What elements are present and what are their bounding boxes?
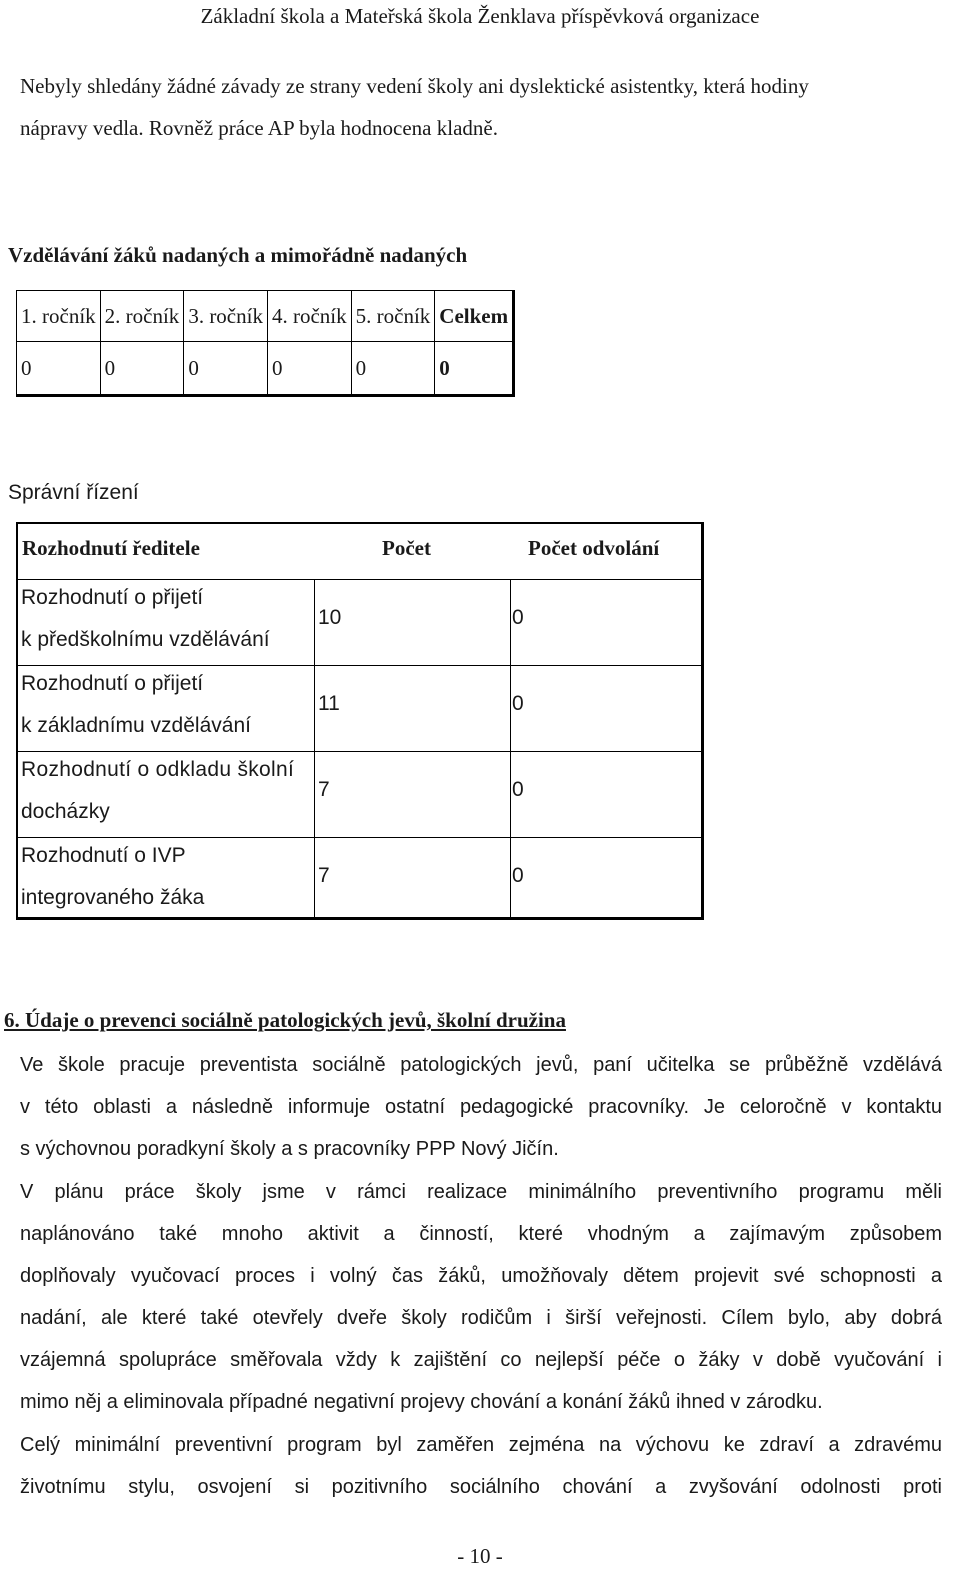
admin-row-label: Rozhodnutí o odkladu školní — [21, 758, 295, 781]
paragraph-line: v této oblasti a následně informuje ostatní pedagogické pracovníky. Je celoročně v kontaktu — [20, 1096, 942, 1118]
paragraph-line: naplánováno také mnoho aktivit a činností, které vhodným a zajímavým způsobem — [20, 1223, 942, 1245]
paragraph-line: vzájemná spolupráce směřovala vždy k zajištění co nejlepší péče o žáky v době vyučování i — [20, 1349, 942, 1371]
paragraph-line: V plánu práce školy jsme v rámci realizace minimálního preventivního programu měli — [20, 1181, 942, 1203]
paragraph-line: nadání, ale které také otevřely dveře školy rodičům i širší veřejnosti. Cílem bylo, aby dobrá — [20, 1307, 942, 1329]
gifted-value-2: 0 — [100, 342, 184, 396]
admin-row-appeals: 0 — [512, 692, 524, 715]
paragraph-line: Ve škole pracuje preventista sociálně patologických jevů, paní učitelka se průběžně vzdělává — [20, 1054, 942, 1076]
admin-divider — [510, 580, 511, 917]
gifted-value-total: 0 — [435, 342, 514, 396]
admin-row-appeals: 0 — [512, 778, 524, 801]
paragraph-line: s výchovnou poradkyní školy a s pracovníky PPP Nový Jičín. — [20, 1138, 559, 1160]
admin-section-heading: Správní řízení — [8, 481, 139, 504]
admin-row-label: integrovaného žáka — [21, 886, 205, 909]
admin-header-appeals: Počet odvolání — [528, 536, 660, 560]
admin-header-count: Počet — [382, 536, 431, 560]
paragraph-line: životnímu stylu, osvojení si pozitivního sociálního chování a zvyšování odolnosti proti — [20, 1476, 942, 1498]
admin-row-appeals: 0 — [512, 606, 524, 629]
admin-row-label: docházky — [21, 800, 110, 823]
gifted-col-2: 2. ročník — [100, 291, 184, 342]
paragraph-line: doplňovaly vyučovací proces i volný čas žáků, umožňovaly dětem projevit své schopnosti a — [20, 1265, 942, 1287]
gifted-col-1: 1. ročník — [17, 291, 101, 342]
gifted-header-row — [17, 291, 514, 342]
section-6-heading: 6. Údaje o prevenci sociálně patologických jevů, školní družina — [4, 1008, 566, 1032]
intro-text-line-1: Nebyly shledány žádné závady ze strany vedení školy ani dyslektické asistentky, která hodiny — [20, 74, 809, 98]
page-number: - 10 - — [457, 1544, 503, 1568]
admin-proceedings-table — [16, 522, 704, 920]
gifted-value-1: 0 — [17, 342, 101, 396]
admin-header-decision: Rozhodnutí ředitele — [22, 536, 200, 560]
gifted-value-4: 0 — [267, 342, 351, 396]
running-header: Základní škola a Mateřská škola Ženklava příspěvková organizace — [200, 4, 760, 28]
intro-text-line-2: nápravy vedla. Rovněž práce AP byla hodnocena kladně. — [20, 116, 498, 140]
admin-row-appeals: 0 — [512, 864, 524, 887]
admin-row-count: 7 — [318, 778, 330, 801]
gifted-data-row — [17, 342, 514, 396]
admin-row-count: 7 — [318, 864, 330, 887]
gifted-section-heading: Vzdělávání žáků nadaných a mimořádně nadaných — [8, 243, 468, 267]
gifted-col-5: 5. ročník — [351, 291, 435, 342]
admin-divider — [314, 580, 315, 917]
gifted-value-3: 0 — [184, 342, 268, 396]
paragraph-line: Celý minimální preventivní program byl zaměřen zejména na výchovu ke zdraví a zdravému — [20, 1434, 942, 1456]
admin-row-label: Rozhodnutí o přijetí — [21, 672, 204, 695]
admin-row-label: Rozhodnutí o IVP — [21, 844, 186, 867]
paragraph-line: mimo něj a eliminovala případné negativní projevy chování a konání žáků ihned v zárodku. — [20, 1391, 823, 1413]
gifted-value-5: 0 — [351, 342, 435, 396]
gifted-col-3: 3. ročník — [184, 291, 268, 342]
gifted-col-4: 4. ročník — [267, 291, 351, 342]
admin-row-count: 10 — [318, 606, 342, 629]
admin-row-count: 11 — [318, 692, 340, 715]
admin-row-label: k základnímu vzdělávání — [21, 714, 251, 737]
admin-row-label: k předškolnímu vzdělávání — [21, 628, 270, 651]
gifted-students-table — [16, 290, 515, 397]
admin-row-label: Rozhodnutí o přijetí — [21, 586, 204, 609]
gifted-col-total: Celkem — [435, 291, 514, 342]
